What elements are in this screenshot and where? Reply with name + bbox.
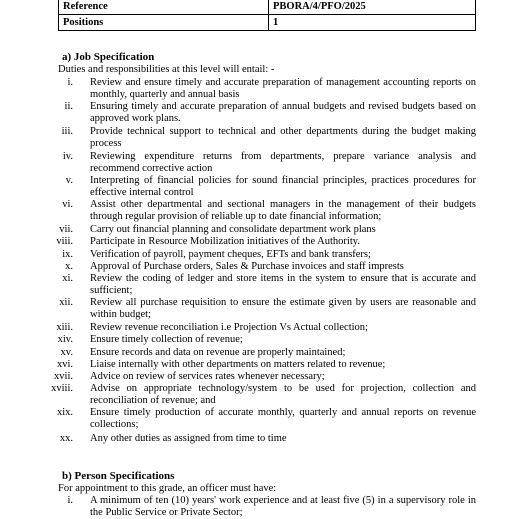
item-number: vii. — [59, 224, 73, 235]
item-number: xvi. — [56, 359, 73, 370]
item-text: Carry out financial planning and consolidate department work plans — [90, 224, 376, 235]
item-text: Review revenue reconciliation i.e Projection Vs Actual collection; — [90, 322, 368, 333]
item-number: xii. — [59, 297, 73, 308]
item-text: Verification of payroll, payment cheques, EFTs and bank transfers; — [90, 249, 371, 260]
item-text: Participate in Resource Mobilization initiatives of the Authority. — [90, 236, 360, 247]
item-text: Review the coding of ledger and store items in the system to ensure that is accurate and sufficient; — [90, 273, 476, 297]
item-text: Ensure timely production of accurate monthly, quarterly and annual reports on revenue collections; — [90, 407, 476, 431]
item-number: xv. — [60, 347, 73, 358]
item-number: x. — [65, 261, 73, 272]
item-number: iv. — [62, 151, 73, 162]
job-specification-heading: a) Job Specification — [62, 51, 155, 63]
reference-table — [58, 0, 476, 31]
item-number: xiii. — [56, 322, 73, 333]
item-text: Ensuring timely and accurate preparation of annual budgets and revised budgets based on approved work plans. — [90, 101, 476, 125]
item-number: xvii. — [54, 371, 73, 382]
item-number: i. — [67, 77, 73, 88]
item-number: ix. — [62, 249, 73, 260]
person-specifications-heading: b) Person Specifications — [62, 470, 175, 482]
person-specifications-intro: For appointment to this grade, an officer must have: — [58, 483, 277, 494]
item-text: Approval of Purchase orders, Sales & Purchase invoices and staff imprests — [90, 261, 404, 272]
item-text: Provide technical support to technical and other departments during the budget making process — [90, 126, 476, 150]
item-text: Review all purchase requisition to ensure the estimate given by users are reasonable and within budget; — [90, 297, 476, 321]
item-number: iii. — [61, 126, 73, 137]
item-text: Ensure timely collection of revenue; — [90, 334, 243, 345]
item-text: Interpreting of financial policies for sound financial principles, practices procedures for effective internal control — [90, 175, 476, 199]
item-number: xx. — [59, 433, 73, 444]
item-number: i. — [67, 495, 73, 506]
item-text: Assist other departmental and sectional managers in the management of their budgets through regular provision of reliable up to date financial information; — [90, 199, 476, 223]
item-text: Reviewing expenditure returns from departments, prepare variance analysis and recommend corrective action — [90, 151, 476, 175]
reference-value: PBORA/4/PFO/2025 — [269, 0, 476, 15]
table-row — [59, 0, 476, 15]
item-text: A minimum of ten (10) years' work experience and at least five (5) in a supervisory role in the Public Service or Private Sector; — [90, 495, 476, 519]
reference-label: Reference — [59, 0, 269, 15]
positions-value: 1 — [269, 15, 476, 31]
job-specification-intro: Duties and responsibilities at this level will entail: - — [58, 64, 275, 75]
item-text: Advise on appropriate technology/system to be used for projection, collection and reconciliation of revenue; and — [90, 383, 476, 407]
table-row — [59, 15, 476, 31]
item-number: xi. — [62, 273, 73, 284]
item-number: v. — [65, 175, 73, 186]
item-number: viii. — [56, 236, 73, 247]
item-text: Liaise internally with other departments on matters related to revenue; — [90, 359, 386, 370]
item-number: xiv. — [57, 334, 73, 345]
item-number: xix. — [56, 407, 73, 418]
item-number: ii. — [64, 101, 73, 112]
item-number: vi. — [62, 199, 73, 210]
item-text: Any other duties as assigned from time to time — [90, 433, 287, 444]
item-text: Ensure records and data on revenue are properly maintained; — [90, 347, 346, 358]
item-number: xviii. — [51, 383, 73, 394]
positions-label: Positions — [59, 15, 269, 31]
item-text: Review and ensure timely and accurate preparation of management accounting reports on monthly, quarterly and annual basis — [90, 77, 476, 101]
item-text: Advice on review of services rates whenever necessary; — [90, 371, 325, 382]
